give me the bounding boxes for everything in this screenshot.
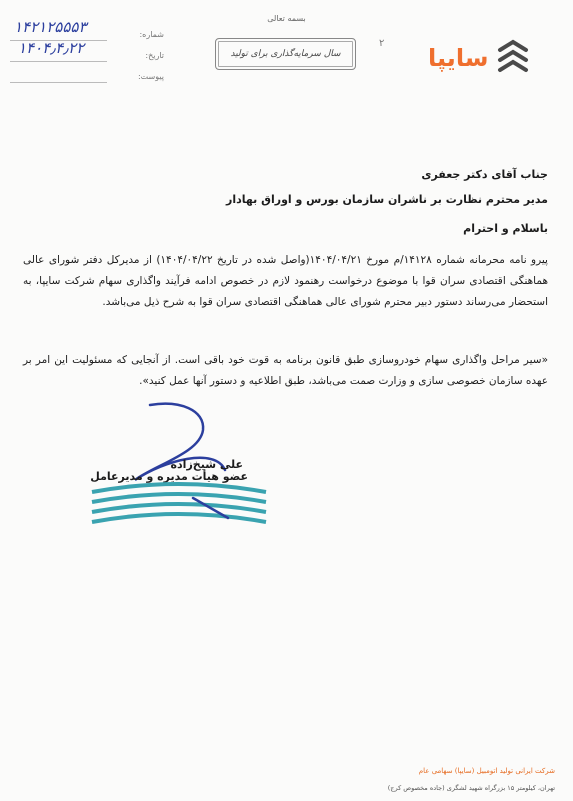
saipa-logo-icon — [496, 36, 530, 80]
page-mark: ۲ — [379, 38, 385, 49]
body-paragraph-1: پیرو نامه محرمانه شماره ۱۴۱۲۸/م مورخ ۱۴۰۴/۰۴/۲۱(واصل شده در تاریخ ۱۴۰۴/۰۴/۲۲) از مدیرکل دفتر شورای عالی هماهنگی اقتصادی سران قوا با موضوع درخواست رهنمود لازم در خصوص ادامه فرآیند واگذاری سهام شرکت سایپا، به استحضار می‌رساند دستور دبیر محترم شورای عالی هماهنگی اقتصادی سران قوا به شرح ذیل می‌باشد. — [23, 254, 548, 308]
footer-address: تهران، کیلومتر ۱۵ بزرگراه شهید لشگری (جاده مخصوص کرج) — [387, 784, 555, 792]
basmala: بسمه تعالی — [267, 14, 306, 23]
footer-company: شرکت ایرانی تولید اتومبیل (سایپا) سهامی عام — [418, 767, 555, 775]
number-value: ۱۴۲۱۲۵۵۵۳ — [14, 18, 87, 36]
body-paragraph-2: «سیر مراحل واگذاری سهام خودروسازی طبق قانون برنامه به قوت خود باقی است. از آنجایی که مسئولیت این امر بر عهده سازمان خصوصی سازی و وزارت صمت می‌باشد، طبق اطلاعیه و دستور آنها عمل کنید». — [23, 354, 548, 387]
signer-title: عضو هیأت مدیره و مدیرعامل — [90, 470, 248, 483]
recipient-title: مدیر محترم نظارت بر ناشران سازمان بورس و اوراق بهادار — [226, 193, 548, 206]
slogan-text: سال سرمایه‌گذاری برای تولید — [230, 49, 341, 59]
date-value: ۱۴۰۴٫۴٫۲۲ — [18, 39, 85, 57]
recipient: جناب آقای دکتر جعفری — [421, 168, 548, 181]
number-label: شماره: — [139, 30, 164, 39]
greeting: باسلام و احترام — [463, 222, 548, 235]
signer-name: علی شیخ‌زاده — [170, 458, 243, 471]
company-stamp — [88, 478, 270, 533]
attachment-field — [14, 72, 164, 81]
attachment-line — [10, 82, 107, 83]
attachment-label: پیوست: — [137, 72, 164, 81]
brand-logo — [428, 36, 530, 80]
brand-name: سایپا — [428, 44, 489, 72]
date-line — [10, 61, 107, 62]
date-label: تاریخ: — [145, 51, 164, 60]
slogan-stamp — [215, 38, 356, 70]
